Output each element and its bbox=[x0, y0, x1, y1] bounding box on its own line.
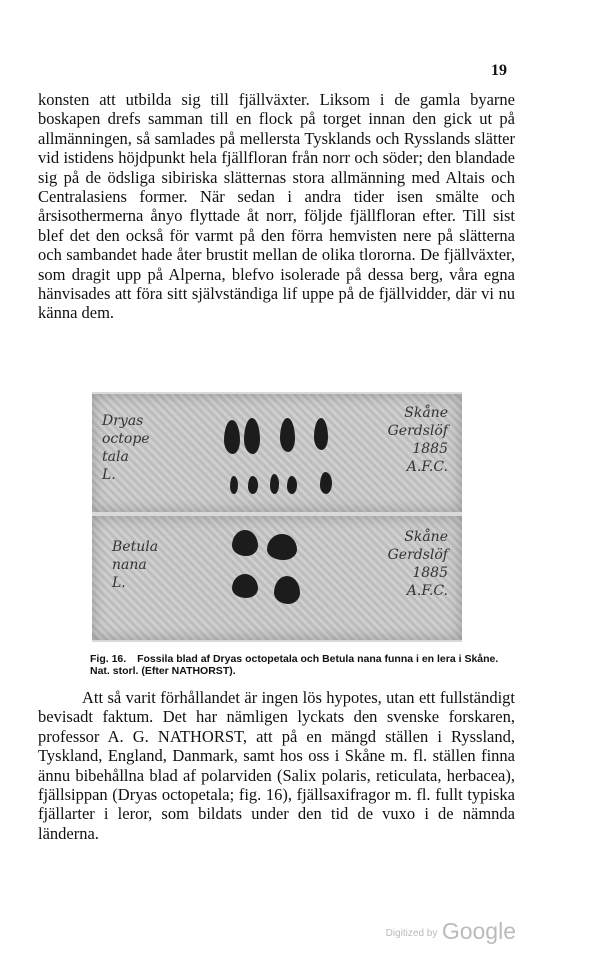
fossil-leaf bbox=[248, 476, 258, 494]
fossil-leaf bbox=[270, 474, 279, 494]
fossil-leaf bbox=[287, 476, 297, 494]
fossil-leaf bbox=[314, 418, 328, 450]
paragraph-1: konsten att utbilda sig till fjällväxter. Liksom i de gamla byarne boskapen drefs samman till en flock på torget innan den gick ut på allmänningen, så samlades på mellersta Tysklands och Rysslands slätter vid istidens höjdpunkt hela fjällfloran från norr och söder; den blandade sig på de ödsliga sibiriska slätternas stora allmänning med Altais och Centralasiens former. När sedan i andra tider isen smälte och årsisothermerna ånyo flyttade åt norr, följde fjällfloran efter. Till sist blef det den också för varmt på den förra hemvisten nere på slätterna och sambandet hade åter brustit mellan de olika tlororna. De fjällväxter, som dragit upp på Alperna, blefvo isolerade på dessa berg, våra egna hänvisades att föra sitt självständiga lif uppe på de fjällvidder, där vi nu känna dem. bbox=[38, 90, 515, 323]
paragraph-2: Att så varit förhållandet är ingen lös hypotes, utan ett fullständigt bevisadt faktum. Det har nämligen lyckats den svenske forskaren, professor A. G. NATHORST, att på en mängd ställen i Ryssland, Tyskland, England, Danmark, samt hos oss i Skåne m. fl. ställen finna ännu bibehållna blad af polarviden (Salix polaris, reticulata, herbacea), fjällsippan (Dryas octopetala; fig. 16), fjällsaxifragor m. fl. fullt typiska fjällarter i leror, som bildats under den tid de vuxo i de nämnda länderna. bbox=[38, 688, 515, 843]
page-number: 19 bbox=[491, 62, 507, 79]
figure-number: Fig. 16. bbox=[90, 653, 127, 665]
slab-label-dryas: Dryas octope tala L. bbox=[102, 413, 150, 483]
specimen-slab-betula bbox=[92, 516, 462, 640]
fossil-leaf bbox=[232, 574, 258, 598]
fossil-leaf bbox=[320, 472, 332, 494]
specimen-slab-dryas bbox=[92, 394, 462, 512]
fossil-leaf bbox=[274, 576, 300, 604]
slab-label-betula: Betula nana L. bbox=[112, 539, 159, 591]
figure-16 bbox=[92, 392, 462, 642]
slab-label-skane-top: Skåne Gerdslöf 1885 A.F.C. bbox=[387, 405, 448, 475]
fossil-leaf bbox=[280, 418, 295, 452]
fossil-leaf bbox=[267, 534, 297, 560]
google-watermark bbox=[386, 918, 516, 945]
fossil-leaf bbox=[224, 420, 240, 454]
watermark-prefix: Digitized by bbox=[385, 928, 438, 939]
fossil-leaf bbox=[232, 530, 258, 556]
figure-caption bbox=[90, 653, 510, 677]
fossil-leaf bbox=[230, 476, 238, 494]
google-logo: Google bbox=[441, 918, 516, 944]
slab-label-skane-bottom: Skåne Gerdslöf 1885 A.F.C. bbox=[387, 529, 448, 599]
fossil-leaf bbox=[244, 418, 260, 454]
figure-caption-text: Fossila blad af Dryas octopetala och Betula nana funna i en lera i Skåne. Nat. storl. (Efter NATHORST). bbox=[90, 653, 499, 677]
